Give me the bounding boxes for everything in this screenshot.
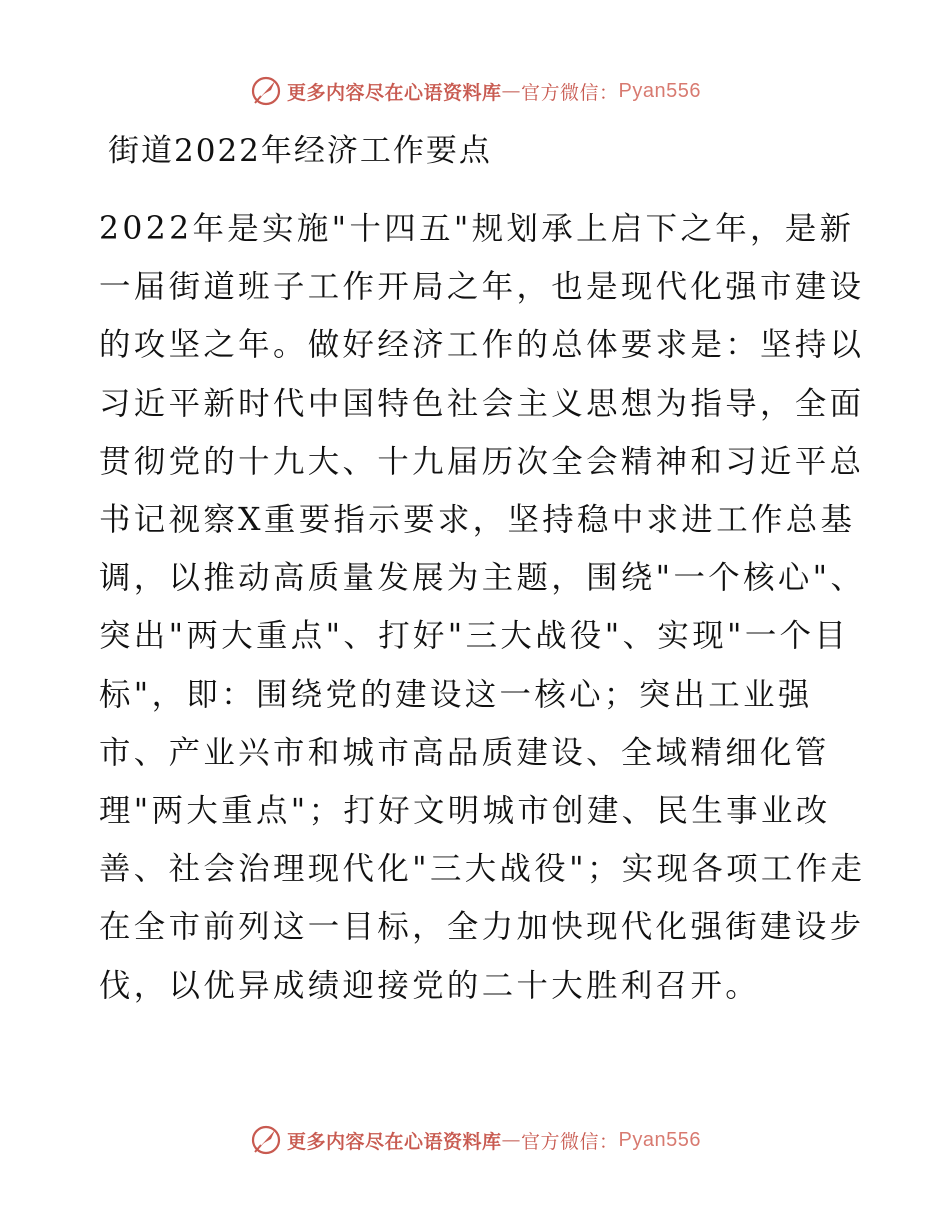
watermark-separator: — — [501, 1129, 522, 1151]
paragraph-line: 突出"两大重点"、打好"三大战役"、实现"一个目 — [99, 618, 850, 655]
watermark-id: Pyan556 — [618, 1128, 701, 1151]
paragraph-line: 2022年是实施"十四五"规划承上启下之年，是新 — [99, 211, 855, 247]
quill-logo-icon — [249, 74, 283, 108]
paragraph-line: 伐，以优异成绩迎接党的二十大胜利召开。 — [99, 967, 761, 1004]
paragraph-line: 在全市前列这一目标，全力加快现代化强街建设步 — [99, 909, 865, 946]
paragraph-line: 一届街道班子工作开局之年，也是现代化强市建设 — [99, 269, 865, 306]
paragraph-line: 的攻坚之年。做好经济工作的总体要求是：坚持以 — [99, 327, 865, 364]
quill-logo-icon — [249, 1123, 283, 1157]
paragraph-line: 调，以推动高质量发展为主题，围绕"一个核心"、 — [99, 560, 866, 597]
watermark-header — [0, 71, 950, 111]
paragraph-line: 标"，即：围绕党的建设这一核心；突出工业强 — [99, 676, 813, 713]
document-title: 街道2022年经济工作要点 — [108, 133, 492, 169]
paragraph-line: 贯彻党的十九大、十九届历次全会精神和习近平总 — [99, 443, 865, 480]
paragraph-line: 善、社会治理现代化"三大战役"；实现各项工作走 — [99, 851, 866, 888]
watermark-label: 官方微信： — [521, 81, 619, 104]
watermark-id: Pyan556 — [618, 79, 701, 102]
watermark-label: 官方微信： — [521, 1130, 619, 1153]
paragraph-line: 市、产业兴市和城市高品质建设、全域精细化管 — [99, 734, 830, 771]
watermark-footer — [0, 1120, 950, 1160]
paragraph-line: 书记视察X重要指示要求，坚持稳中求进工作总基 — [99, 502, 856, 539]
document-paragraph — [99, 200, 866, 1015]
paragraph-line: 习近平新时代中国特色社会主义思想为指导，全面 — [99, 385, 865, 422]
watermark-text: 更多内容尽在心语资料库 — [287, 1130, 502, 1153]
watermark-text: 更多内容尽在心语资料库 — [287, 81, 502, 104]
paragraph-line: 理"两大重点"；打好文明城市创建、民生事业改 — [99, 793, 831, 830]
watermark-separator: — — [501, 80, 522, 102]
